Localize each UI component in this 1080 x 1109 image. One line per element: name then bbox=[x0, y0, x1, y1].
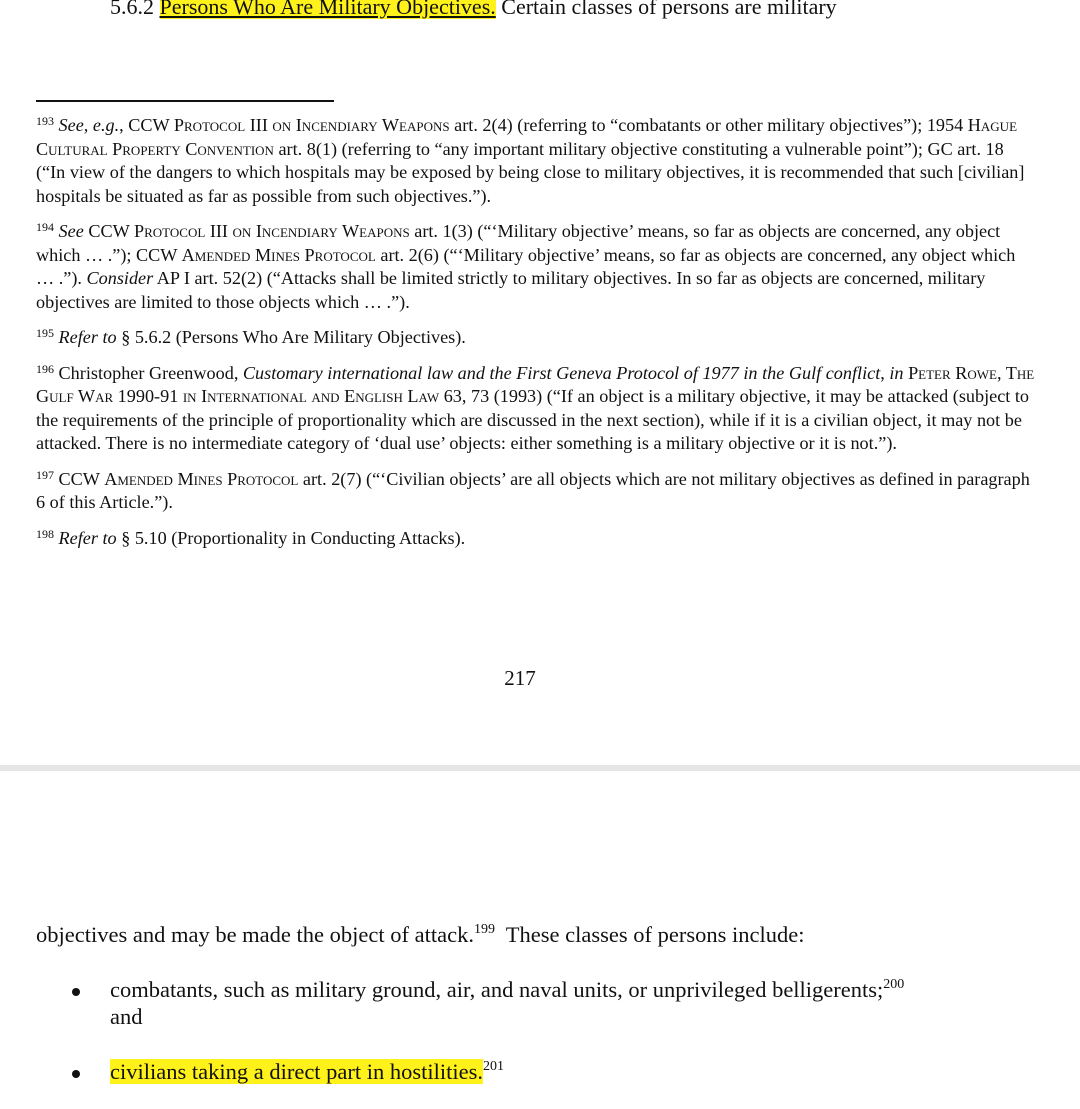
section-number: 5.6.2 bbox=[110, 0, 154, 19]
footnote-text: Protocol III on Incendiary Weapons bbox=[134, 221, 410, 241]
footnote-text: See bbox=[58, 221, 84, 241]
document-page-218 bbox=[0, 771, 1080, 1109]
section-title-highlighted[interactable]: Persons Who Are Military Objectives. bbox=[159, 0, 496, 19]
footnote-text: art. 2(4) (referring to “combatants or other military objectives”); 1954 bbox=[449, 115, 968, 135]
bullet-icon bbox=[72, 988, 80, 996]
list-item-text-highlighted: civilians taking a direct part in hostilities. bbox=[110, 1059, 484, 1084]
footnote-ref[interactable]: 199 bbox=[473, 922, 495, 937]
paragraph-text-continued: These classes of persons include: bbox=[494, 922, 805, 947]
footnote-text: Protocol III on Incendiary Weapons bbox=[173, 115, 450, 135]
section-heading bbox=[110, 0, 837, 20]
footnote-196 bbox=[36, 362, 1036, 456]
footnote-text: CCW bbox=[58, 468, 105, 489]
bullet-icon bbox=[72, 1070, 80, 1078]
footnote-text: Customary international law and the First Geneva Protocol of 1977 in the Gulf conflict bbox=[242, 362, 881, 383]
footnote-text: in bbox=[889, 362, 904, 383]
footnote-text: Hague Cultural Property Convention bbox=[36, 115, 1018, 159]
footnote-text: Peter Rowe, The Gulf War 1990-91 in International and English Law bbox=[36, 362, 1035, 406]
footnote-text: CCW bbox=[83, 221, 134, 241]
paragraph-text: objectives and may be made the object of attack. bbox=[36, 922, 474, 947]
footnote-text: art. 2(7) (“‘Civilian objects’ are all objects which are not military objectives as defined in paragraph 6 of this Article.”). bbox=[36, 468, 1030, 512]
footnote-197 bbox=[36, 468, 1036, 515]
footnote-text: art. 2(6) (“‘Military objective’ means, so far as objects are concerned, any object which … .”). bbox=[36, 244, 1016, 288]
footnote-text: art. 8(1) (referring to “any important military objective constituting a vulnerable point”); GC art. 18 (“In view of the dangers to which hospitals may be exposed by being close to military objectives, it is recommended that such [civilian] hospitals be situated as far as possible from such objectives.”). bbox=[36, 138, 1025, 206]
footnote-text: Amended Mines Protocol bbox=[104, 468, 299, 489]
footnote-number: 194 bbox=[36, 220, 54, 234]
footnote-text: , CCW bbox=[119, 115, 174, 135]
footnote-number: 195 bbox=[36, 326, 54, 340]
persons-list bbox=[0, 976, 1080, 1085]
footnote-text: § 5.10 (Proportionality in Conducting Attacks). bbox=[116, 527, 466, 548]
footnote-text: Refer to bbox=[58, 327, 117, 347]
footnote-text: Amended Mines Protocol bbox=[181, 244, 376, 265]
footnote-text: art. 1(3) (“‘Military objective’ means, so far as objects are concerned, any object which … .”); CCW bbox=[36, 221, 1001, 265]
footnote-193 bbox=[36, 114, 1036, 208]
footnote-195 bbox=[36, 326, 1036, 350]
footnote-number: 197 bbox=[36, 467, 54, 482]
footnote-number: 198 bbox=[36, 526, 54, 541]
list-item-text: combatants, such as military ground, air, and naval units, or unprivileged belligerents; bbox=[110, 977, 884, 1002]
footnote-194 bbox=[36, 220, 1036, 314]
footnote-text: Refer to bbox=[58, 527, 117, 548]
footnote-text: , bbox=[880, 362, 890, 383]
footnote-ref[interactable]: 200 bbox=[883, 977, 905, 992]
footnote-text: 63, 73 (1993) (“If an object is a military objective, it may be attacked (subject to the requirements of the principle of proportionality which are discussed in the next section), while if it is a civilian object, it may not be attacked. There is no intermediate category of ‘dual use’ objects: either something is a military objective or it is not.”). bbox=[36, 386, 1030, 453]
list-item-continuation: and bbox=[110, 1004, 143, 1029]
footnote-number: 193 bbox=[36, 114, 54, 128]
footnote-text: Consider bbox=[86, 268, 154, 288]
footnotes-list bbox=[36, 114, 1036, 562]
list-item bbox=[0, 1058, 1010, 1085]
footnote-separator bbox=[36, 100, 334, 102]
section-heading-continuation: Certain classes of persons are military bbox=[501, 0, 837, 19]
footnote-number: 196 bbox=[36, 361, 54, 376]
footnote-text: § 5.6.2 (Persons Who Are Military Objectives). bbox=[116, 327, 466, 347]
footnote-text: See, e.g. bbox=[58, 115, 120, 135]
footnote-198 bbox=[36, 527, 1036, 551]
footnote-text: Christopher Greenwood, bbox=[58, 362, 243, 383]
list-item bbox=[0, 976, 1010, 1030]
footnote-text: AP I art. 52(2) (“Attacks shall be limited strictly to military objectives. In so far as objects are concerned, military objectives are limited to those objects which … .”). bbox=[36, 268, 986, 312]
page-number: 217 bbox=[504, 666, 536, 690]
body-paragraph bbox=[36, 921, 1036, 948]
footnote-ref[interactable]: 201 bbox=[483, 1059, 505, 1074]
